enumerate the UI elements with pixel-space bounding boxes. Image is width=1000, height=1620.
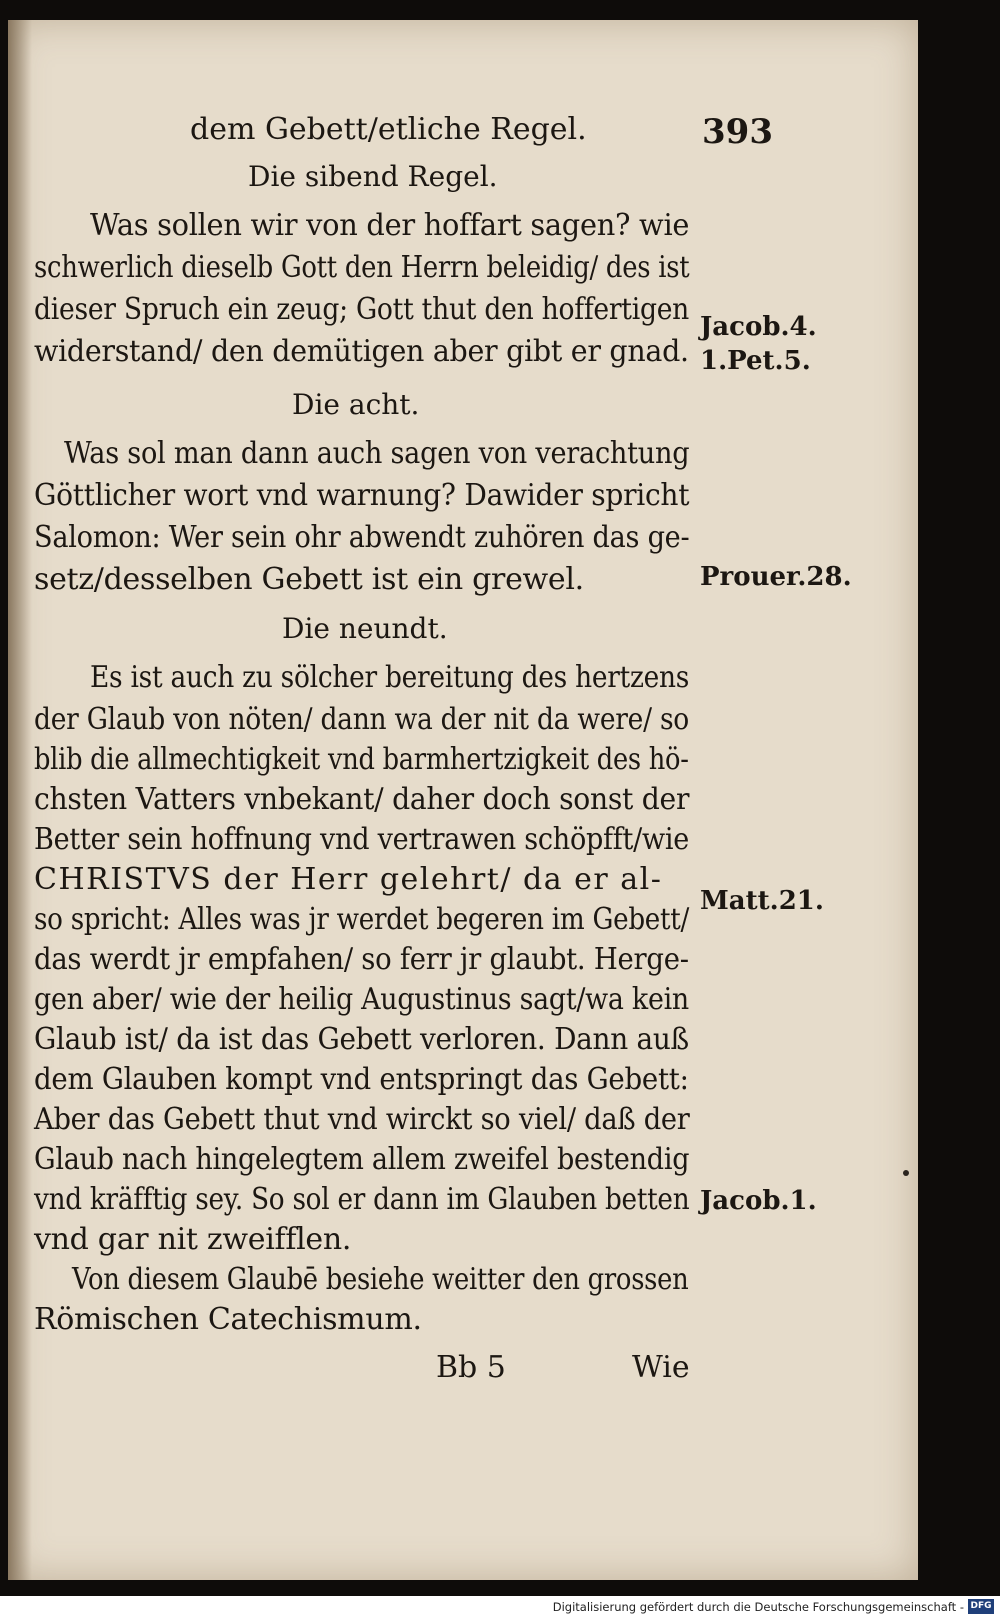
text-line: Salomon: Wer sein ohr abwendt zuhören das ge-	[34, 520, 690, 555]
signature-mark: Bb 5	[436, 1350, 506, 1385]
text-line: blib die allmechtigkeit vnd barmhertzigkeit des hö-	[34, 742, 689, 777]
page-number: 393	[702, 112, 773, 152]
footer-credit: Digitalisierung gefördert durch die Deutsche Forschungsgemeinschaft -	[552, 1600, 964, 1614]
text-line: Römischen Catechismum.	[34, 1302, 422, 1337]
margin-note: Jacob.1.	[700, 1186, 817, 1216]
text-line: Glaub nach hingelegtem allem zweifel bestendig	[34, 1142, 690, 1177]
text-line: widerstand/ den demütigen aber gibt er gnad.	[34, 334, 689, 369]
text-line: dieser Spruch ein zeug; Gott thut den hoffertigen	[34, 292, 690, 327]
text-line: CHRISTVS der Herr gelehrt/ da er al-	[34, 862, 663, 897]
margin-note: Matt.21.	[700, 886, 824, 916]
text-line: das werdt jr empfahen/ so ferr jr glaubt. Herge-	[34, 942, 689, 977]
text-line: Von diesem Glaubē besiehe weitter den grossen	[72, 1262, 689, 1297]
dfg-logo-icon: DFG	[968, 1599, 994, 1614]
section-heading: Die sibend Regel.	[248, 160, 498, 193]
text-line: Was sollen wir von der hoffart sagen? wie	[90, 208, 690, 243]
margin-note: 1.Pet.5.	[700, 346, 811, 376]
margin-note: Jacob.4.	[700, 312, 817, 342]
text-line: vnd gar nit zweifflen.	[34, 1222, 352, 1257]
text-line: der Glaub von nöten/ dann wa der nit da were/ so	[34, 702, 689, 737]
section-heading: Die acht.	[292, 388, 420, 421]
text-line: gen aber/ wie der heilig Augustinus sagt/wa kein	[34, 982, 689, 1017]
text-line: setz/desselben Gebett ist ein grewel.	[34, 562, 584, 597]
text-line: Es ist auch zu sölcher bereitung des hertzens	[90, 660, 690, 695]
section-heading: Die neundt.	[282, 612, 448, 645]
page-gutter	[8, 20, 32, 1580]
text-line: schwerlich dieselb Gott den Herrn beleidig/ des ist	[34, 250, 690, 285]
text-line: Was sol man dann auch sagen von verachtung	[64, 436, 690, 471]
margin-note: Prouer.28.	[700, 562, 852, 592]
text-line: Aber das Gebett thut vnd wirckt so viel/ daß der	[34, 1102, 690, 1137]
text-line: Better sein hoffnung vnd vertrawen schöpfft/wie	[34, 822, 689, 857]
text-line: chsten Vatters vnbekant/ daher doch sonst der	[34, 782, 690, 817]
text-line: Glaub ist/ da ist das Gebett verloren. Dann auß	[34, 1022, 689, 1057]
text-line: so spricht: Alles was jr werdet begeren im Gebett/	[34, 902, 690, 937]
ink-spot	[903, 1170, 909, 1176]
text-line: dem Glauben kompt vnd entspringt das Gebett:	[34, 1062, 689, 1097]
text-line: vnd kräfftig sey. So sol er dann im Glauben betten	[34, 1182, 690, 1217]
running-header: dem Gebett/etliche Regel.	[190, 112, 587, 147]
catchword: Wie	[632, 1350, 690, 1385]
text-line: Göttlicher wort vnd warnung? Dawider spricht	[34, 478, 690, 513]
